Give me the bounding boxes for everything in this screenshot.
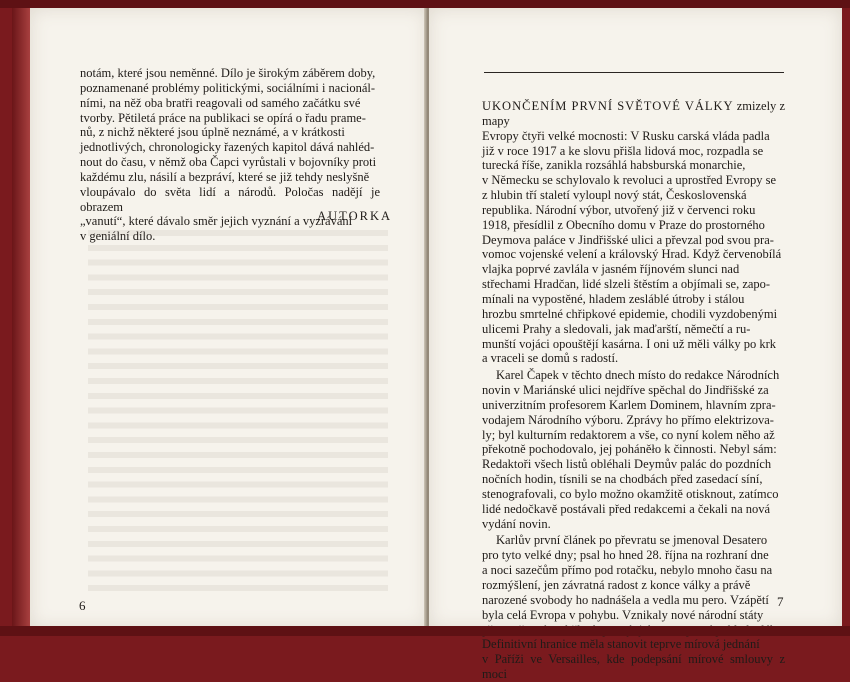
text-line: ly; byl kulturním redaktorem a vše, co nyní kolem něho až <box>482 427 775 442</box>
show-through-text <box>88 230 388 600</box>
text-line: Redaktoři všech listů obléhali Deymův palác do pozdních <box>482 457 772 472</box>
text-line: vloupávalo do světa lidí a národů. Poločas nadějí je obrazem <box>80 184 380 214</box>
text-line: nočních hodin, tísnili se na chodbách před zasedací síní, <box>482 472 763 487</box>
text-line: střechami Hradčan, lidé slzeli štěstím a objímali se, zapo- <box>482 277 771 292</box>
book-cover-left-edge <box>12 8 30 628</box>
text-line: jednotlivých, chronologicky řazených kapitol dává nahléd- <box>80 140 375 155</box>
text-line: vodajem Národního výboru. Zprávy ho přímo elektrizova- <box>482 412 774 427</box>
text-line: vydání novin. <box>482 516 551 531</box>
text-line: byla celá Evropa v pohybu. Vznikaly nové národní státy <box>482 607 764 622</box>
text-line: a noci sazečům přímo pod rotačku, nebylo mnoho času na <box>482 563 773 578</box>
text-line: nout do času, v němž oba Čapci vyrůstali v bojovníky proti <box>80 155 377 170</box>
text-line: hrozbu smrtelné chřipkové epidemie, chodili vyzdobenými <box>482 306 778 321</box>
left-page <box>30 8 427 628</box>
text-line: pro tyto velké dny; psal ho hned 28. října na rozhraní dne <box>482 548 769 563</box>
text-line: mínali na vypostěné, hladem zesláblé útroby i stálou <box>482 291 745 306</box>
paragraph-opening-line <box>482 99 785 129</box>
chapter-rule <box>484 72 784 73</box>
text-line: nů, z nichž některé jsou úplně neznámé, a v krátkosti <box>80 125 345 140</box>
text-line: notám, které jsou neměnné. Dílo je širokým záběrem doby, <box>80 66 376 80</box>
book-cover-edge-bottom <box>0 626 850 636</box>
text-line: v geniální dílo. <box>80 229 156 244</box>
text-line: zmizely z mapy <box>482 99 785 128</box>
text-line: překotně pochodovalo, jej poháněło k činnosti. Nebyl sám: <box>482 442 777 457</box>
text-line: munští vojáci opouštějí kasárna. I oni už měli války po krk <box>482 336 777 351</box>
text-line: Deymova paláce v Jindřišské ulici a převzal pod svou pra- <box>482 232 774 247</box>
text-line: rozmýšlení, jen závratná radost z konce války a právě <box>482 578 751 592</box>
text-line: ulicemi Prahy a sledovali, jak maďarští, němečtí a ru- <box>482 321 751 336</box>
text-line: již v roce 1917 a ke slovu přišla lidová moc, rozpadla se <box>482 143 764 158</box>
text-line: tvorby. Pětiletá práce na publikaci se opírá o řadu prame- <box>80 110 366 125</box>
text-line: „vanutí“, které dávalo směr jejich vyznání a vyzrávání <box>80 214 353 229</box>
right-page <box>429 8 842 682</box>
text-line: Karel Čapek v těchto dnech místo do redakce Národních <box>496 368 780 383</box>
text-line: z hlubin tří staletí vyloupl nový stát, Československá <box>482 188 747 203</box>
text-line: republika. Národní výbor, utvořený již v červenci roku <box>482 202 756 217</box>
text-line: Evropy čtyři velké mocnosti: V Rusku carská vláda padla <box>482 128 770 143</box>
text-line: Definitivní hranice měla stanovit teprve mírová jednání <box>482 637 760 652</box>
text-line: 1918, přesídlil z Obecního domu v Praze do prostorného <box>482 217 765 232</box>
text-line: poznamenané problémy politickými, sociálními i nacionál- <box>80 80 376 95</box>
text-line: vomoc vojenské velení a královský Hrad. Když červenobílá <box>482 247 782 262</box>
text-line: narozené svobody ho nadnášela a vedla mu pero. Vzápětí <box>482 592 769 607</box>
text-line: stenografovali, co bylo možno okamžitě otisknout, zatímco <box>482 486 779 501</box>
text-line: ními, na něž oba bratři reagovali od samého začátku své <box>80 95 361 110</box>
book-cover-edge-top <box>0 0 850 8</box>
page-number-left: 6 <box>79 598 86 613</box>
author-signature: AUTORKA <box>317 209 392 223</box>
text-line: lidé nedočkavě postávali před redakcemi a čekali na nová <box>482 501 771 516</box>
text-line: Karlův první článek po převratu se jmenoval Desatero <box>496 533 768 548</box>
text-line: turecká říše, zanikla rozsáhlá habsburská monarchie, <box>482 158 746 173</box>
text-line: a vraceli se domů s radostí. <box>482 351 619 366</box>
text-line: v Německu se schylovalo k revoluci a uprostřed Evropy se <box>482 173 777 188</box>
text-line: v Paříži ve Versailles, kde podepsání mírové smlouvy z moci <box>482 652 785 682</box>
page-number-right: 7 <box>777 594 784 609</box>
text-line: každému zlu, násilí a bezpráví, které se již tehdy neslyšně <box>80 169 370 184</box>
chapter-lead-in: UKONČENÍM PRVNÍ SVĚTOVÉ VÁLKY <box>482 99 734 113</box>
text-line: novin v Mariánské ulici nejdříve spěchal do Jindřišské za <box>482 383 769 398</box>
text-line: vlajka poprvé zavlála v jasném říjnovém slunci nad <box>482 262 740 277</box>
right-page-text <box>482 99 785 682</box>
text-line: univerzitním profesorem Karlem Dominem, hlavním zpra- <box>482 397 776 412</box>
